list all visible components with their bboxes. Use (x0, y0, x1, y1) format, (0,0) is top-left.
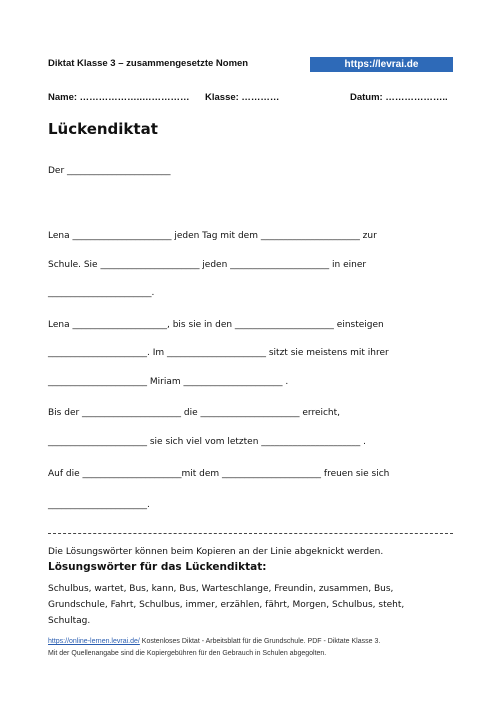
dictation-line: Der _______________________ (48, 166, 171, 176)
dictation-line: ______________________ sie sich viel vom letzten ______________________ . (48, 437, 366, 447)
document-header-title: Diktat Klasse 3 – zusammengesetzte Nomen (48, 58, 249, 69)
cut-line-divider (48, 533, 453, 534)
dictation-line: ______________________ Miriam ______________________ . (48, 377, 289, 387)
dictation-line: Lena ______________________ jeden Tag mit dem ______________________ zur (48, 231, 377, 241)
date-field: Datum: ……………….. (350, 92, 448, 103)
dictation-line: Auf die ______________________mit dem ______________________ freuen sie sich (48, 469, 390, 479)
worksheet-title: Lückendiktat (48, 120, 158, 138)
footer-line-2: Mit der Quellenangabe sind die Kopiergebühren für den Gebrauch in Schulen abgegolten. (48, 650, 327, 657)
class-field: Klasse: ………… (205, 92, 280, 103)
solutions-title: Lösungswörter für das Lückendiktat: (48, 561, 267, 573)
dictation-line: ______________________. (48, 500, 150, 510)
footer-description: Kostenloses Diktat - Arbeitsblatt für die Grundschule. PDF - Diktate Klasse 3. (139, 638, 381, 645)
dictation-line: Bis der ______________________ die ______________________ erreicht, (48, 408, 341, 418)
footer-line-1 (48, 638, 380, 645)
solutions-word-list: Schulbus, wartet, Bus, kann, Bus, Warteschlange, Freundin, zusammen, Bus, Grundschule, Fahrt, Schulbus, immer, erzählen, fährt, Morgen, Schulbus, steht, Schultag. (48, 584, 405, 626)
dictation-line: Lena _____________________, bis sie in den ______________________ einsteigen (48, 320, 384, 330)
dictation-line: Schule. Sie ______________________ jeden ______________________ in einer (48, 260, 367, 270)
name-field: Name: ………………..…………… (48, 92, 190, 103)
brand-banner[interactable]: https://levrai.de (310, 57, 453, 72)
dictation-line: _______________________. (48, 288, 155, 298)
footer-link[interactable]: https://online-lernen.levrai.de/ (48, 638, 140, 645)
dictation-line: ______________________. Im ______________________ sitzt sie meistens mit ihrer (48, 348, 389, 358)
fold-note: Die Lösungswörter können beim Kopieren an der Linie abgeknickt werden. (48, 547, 384, 557)
